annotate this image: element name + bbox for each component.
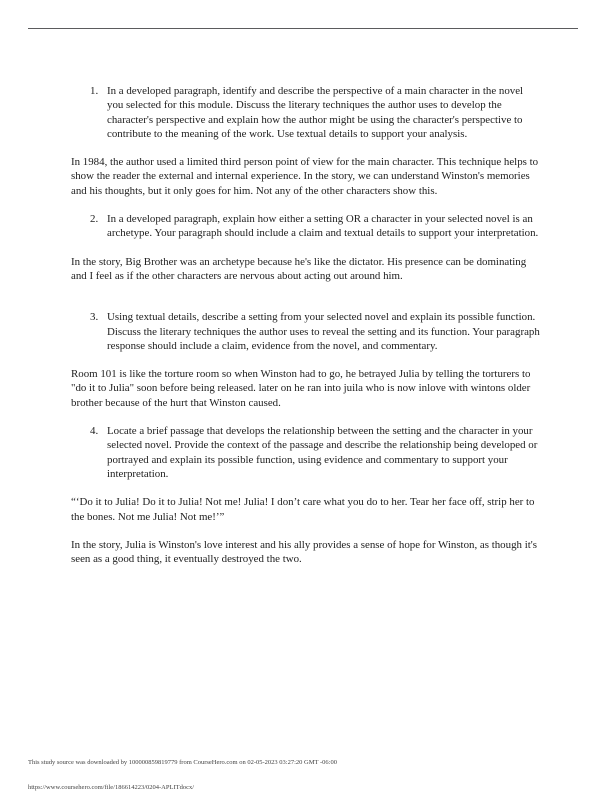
document-body [71, 84, 540, 580]
question-3-number: 3. [90, 311, 99, 324]
question-2 [90, 212, 540, 241]
response-1: In 1984, the author used a limited third person point of view for the main character. This technique helps to show the reader the external and internal experience. In the story, we can understand Winston's memories and his thoughts, but it only goes for him. Not any of the other characters show this. [71, 156, 539, 197]
question-1-text: In a developed paragraph, identify and describe the perspective of a main character in the novel you selected for this module. Discuss the literary techniques the author uses to develop the character's perspective and explain how the author might be using the character's perspective to contribute to the meaning of the work. Use textual details to support your analysis. [107, 85, 524, 140]
question-2-text: In a developed paragraph, explain how either a setting OR a character in your selected novel is an archetype. Your paragraph should include a claim and textual details to support your interpretation. [107, 213, 539, 240]
novel-quote: “‘Do it to Julia! Do it to Julia! Not me! Julia! I don’t care what you do to her. Tear her face off, strip her to the bones. Not me Julia! Not me!’” [71, 496, 535, 523]
document-source-url: https://www.coursehero.com/file/186614223/0204-APLITdocx/ [28, 784, 195, 791]
question-4-text: Locate a brief passage that develops the relationship between the setting and the character in your selected novel. Provide the context of the passage and describe the relationship being developed or portrayed and explain its possible function, using evidence and commentary to support your interpretation. [107, 425, 538, 480]
question-3 [90, 310, 540, 353]
question-2-number: 2. [90, 213, 99, 226]
response-3: Room 101 is like the torture room so when Winston had to go, he betrayed Julia by telling the torturers to "do it to Julia" soon before being released. later on he ran into juila who is now inlove with wintons older brother because of the hurt that Winston caused. [71, 368, 531, 409]
page-top-divider [28, 28, 578, 29]
question-3-text: Using textual details, describe a setting from your selected novel and explain its possible function. Discuss the literary techniques the author uses to reveal the setting and its function. Your paragraph response should include a claim, evidence from the novel, and commentary. [107, 311, 540, 352]
response-2: In the story, Big Brother was an archetype because he's like the dictator. His presence can be dominating and I feel as if the other characters are nervous about acting out around him. [71, 255, 527, 282]
question-4-number: 4. [90, 425, 99, 438]
download-attribution: This study source was downloaded by 100000859819779 from CourseHero.com on 02-05-2023 03:27:20 GMT -06:00 [28, 759, 337, 766]
question-4 [90, 424, 540, 481]
response-4: In the story, Julia is Winston's love interest and his ally provides a sense of hope for Winston, as though it's seen as a good thing, it eventually destroyed the two. [71, 538, 537, 566]
question-1 [90, 84, 540, 141]
question-1-number: 1. [90, 85, 99, 97]
